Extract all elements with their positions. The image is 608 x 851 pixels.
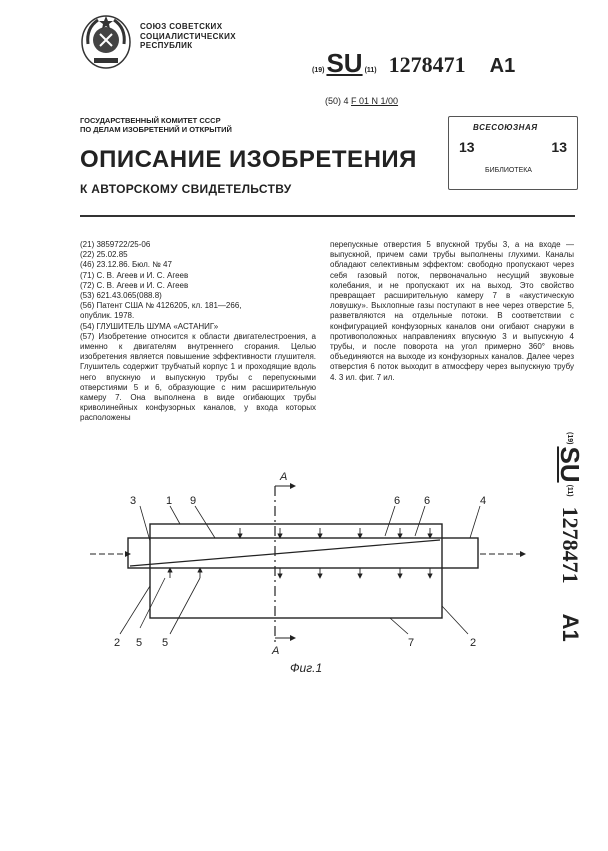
inid-11: (11): [364, 67, 377, 74]
left-column: [80, 240, 316, 424]
stamp-line: ВСЕСОЮЗНАЯ: [473, 123, 538, 132]
side-patent-number: [548, 430, 592, 680]
kind-code: A1: [489, 55, 516, 77]
leader-lines: [120, 506, 480, 634]
abstract-part-2: перепускные отверстия 5 впускной трубы 3, а на входе — выпускной, причем сами трубы выполнены глухими. Каналы обладают селективным эффектом: свободно пропускают через себя газовый поток, первоначально несущий звуковые колебания, и не пропускают их на выход. Это свойство превращает расширительную камеру 7 в «акустическую ловушку». Выхлопные газы поступают в нее через отверстие 5, разветвляются на отдельные потоки. В соответствии с конфигурацией конфузорных каналов они огибают снаружи в противоположных направлениях впускную 3 и выпускную 4 трубы, и после поворота на угол примерно 360° вновь объединяются на выходе из конфузорных каналов. Далее через отверстия 6 поток выходит в атмосферу через выпускную трубу 4. 3 ил. фиг. 7 ил.: [330, 240, 574, 382]
biblio-line: (22) 25.02.85: [80, 250, 128, 260]
library-stamp: [448, 116, 578, 190]
pipe-body: [128, 538, 478, 568]
biblio-line: (46) 23.12.86. Бюл. № 47: [80, 260, 172, 270]
part-label-2a: 2: [114, 637, 121, 649]
part-label-5b: 5: [162, 637, 169, 649]
issuing-state: [140, 22, 236, 51]
side-patent-number-value: 1278471: [558, 506, 583, 584]
committee-line: ГОСУДАРСТВЕННЫЙ КОМИТЕТ СССР: [80, 116, 221, 125]
stamp-left: 13: [459, 139, 475, 155]
ipc-code: F 01 N 1/00: [351, 96, 399, 106]
part-label-6b: 6: [424, 495, 431, 507]
part-label-1: 1: [166, 495, 173, 507]
part-label-2b: 2: [470, 637, 477, 649]
org-line: РЕСПУБЛИК: [140, 41, 193, 50]
biblio-line: опублик. 1978.: [80, 311, 135, 321]
side-inid-11: (11): [566, 484, 574, 497]
right-column: [330, 240, 574, 383]
part-label-4: 4: [480, 495, 487, 507]
document-title: ОПИСАНИЕ ИЗОБРЕТЕНИЯ: [80, 146, 417, 173]
patent-number: 1278471: [388, 52, 466, 77]
invention-title: (54) ГЛУШИТЕЛЬ ШУМА «АСТАНИГ»: [80, 321, 219, 331]
part-label-6a: 6: [394, 495, 401, 507]
org-line: СОЦИАЛИСТИЧЕСКИХ: [140, 31, 236, 41]
part-label-3: 3: [130, 495, 137, 507]
country-code: SU: [326, 48, 363, 78]
abstract-part-1: (57) Изобретение относится к области двигателестроения, а именно к двигателям внутреннего сгорания. Целью изобретения является повышение эффективности глушителя. Глушитель содержит трубчатый корпус 1 и проходящие вдоль него впускную и выпускную трубы с перепускными отверстиями 5 и 6, образующие с ним расширительную камеру 7. Она выполнена в виде огибающих трубы криволинейных конфузорных каналов, у входа которых расположены: [80, 331, 316, 423]
biblio-line: (53) 621.43.065(088.8): [80, 291, 162, 301]
part-label-9: 9: [190, 495, 197, 507]
side-kind-code: A1: [558, 613, 583, 642]
part-label-7: 7: [408, 637, 415, 649]
side-inid-19: (19): [566, 432, 574, 445]
ipc-prefix: (50) 4: [325, 96, 349, 106]
stamp-right: 13: [551, 139, 567, 155]
biblio-line: (21) 3859722/25-06: [80, 240, 151, 249]
side-country-code: SU: [555, 446, 586, 483]
part-label-5a: 5: [136, 637, 143, 649]
stamp-bottom: БИБЛИОТЕКА: [485, 167, 532, 174]
inid-19: (19): [312, 67, 325, 74]
section-label-bottom: А: [272, 645, 280, 657]
org-line: СОЮЗ СОВЕТСКИХ: [140, 22, 223, 31]
header-divider: [80, 215, 575, 217]
biblio-line: (56) Патент США № 4126205, кл. 181—266,: [80, 301, 242, 311]
biblio-line: (72) С. В. Агеев и И. С. Агеев: [80, 280, 189, 290]
ussr-emblem-icon: [80, 14, 132, 70]
committee: [80, 116, 232, 134]
figure-caption: Фиг.1: [290, 661, 323, 675]
figure-1-drawing: [90, 466, 530, 676]
document-subtitle: К АВТОРСКОМУ СВИДЕТЕЛЬСТВУ: [80, 182, 292, 196]
patent-number-block: [312, 48, 515, 79]
partition-line: [130, 540, 440, 566]
committee-line: ПО ДЕЛАМ ИЗОБРЕТЕНИЙ И ОТКРЫТИЙ: [80, 125, 232, 134]
biblio-line: (71) С. В. Агеев и И. С. Агеев: [80, 270, 189, 280]
section-label-top: А: [280, 471, 288, 483]
ipc-classification: [325, 96, 398, 106]
flow-arrows: [170, 528, 430, 578]
bibliographic-data: [80, 240, 316, 332]
